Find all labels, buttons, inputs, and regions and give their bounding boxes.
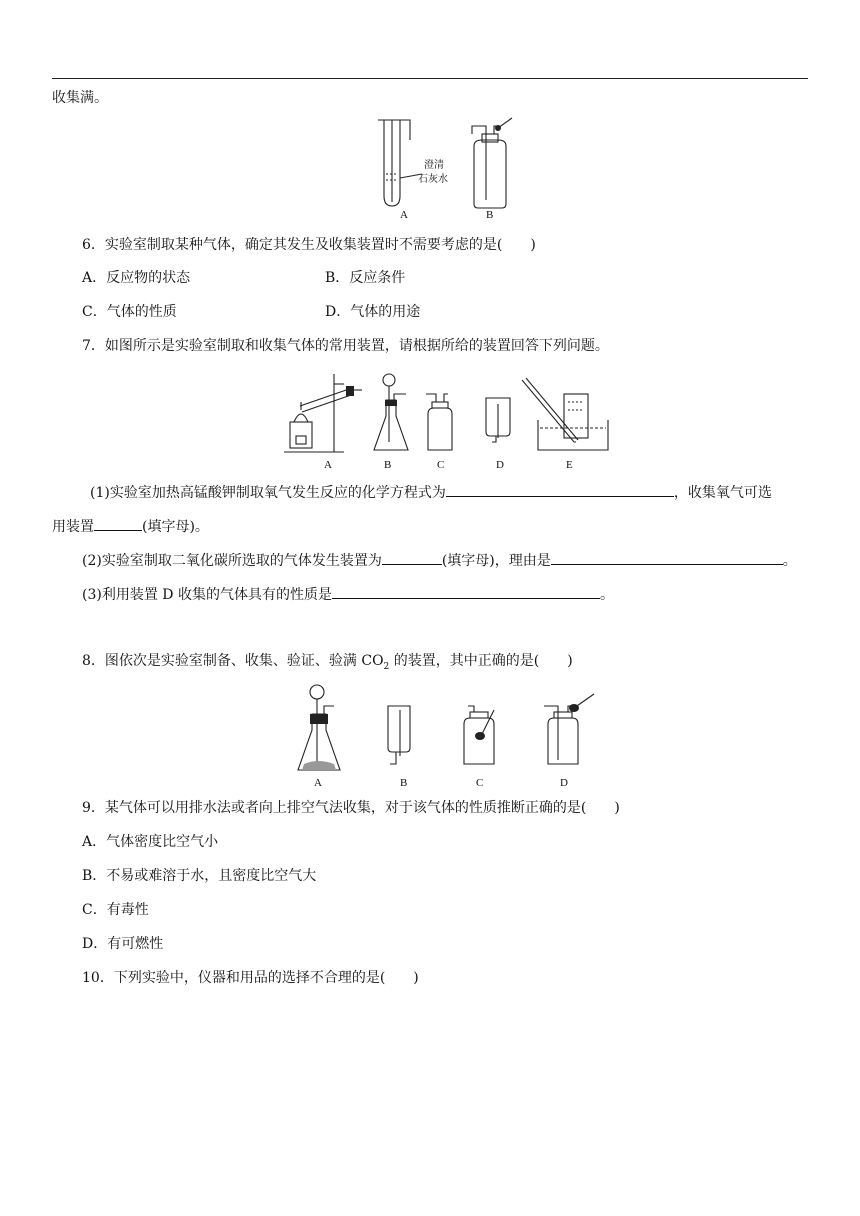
q7-part2-blank-apparatus[interactable]	[382, 550, 442, 565]
q7-label-c: C	[437, 459, 445, 471]
q8-stem	[82, 651, 573, 677]
q5-label-b: B	[486, 209, 494, 221]
q9-option-a: A．气体密度比空气小	[82, 834, 219, 850]
q8-label-b: B	[400, 777, 408, 789]
q6-option-a: A．反应物的状态	[82, 270, 191, 286]
q5-tail-text: 收集满。	[52, 90, 108, 106]
q7-part1-text-c: 用装置	[52, 519, 94, 535]
q5-reagent-2: 石灰水	[418, 174, 448, 185]
q7-label-b: B	[384, 459, 392, 471]
q7-part3-text-b: 。	[599, 587, 614, 603]
q6-stem: 6．实验室制取某种气体，确定其发生及收集装置时不需要考虑的是( )	[82, 237, 536, 253]
q5-reagent-1: 澄清	[424, 160, 444, 171]
q9-stem: 9．某气体可以用排水法或者向上排空气法收集，对于该气体的性质推断正确的是( )	[82, 800, 620, 816]
q8-stem-b: 的装置，其中正确的是( )	[389, 653, 573, 669]
q8-label-c: C	[476, 777, 484, 789]
q7-part2-text-b: (填字母)，理由是	[441, 553, 551, 569]
q10-stem: 10．下列实验中，仪器和用品的选择不合理的是( )	[82, 970, 419, 986]
q8-stem-a: 8．图依次是实验室制备、收集、验证、验满 CO	[82, 653, 384, 669]
q7-part1-line1	[90, 482, 772, 503]
q7-part1-text-a: (1)实验室加热高锰酸钾制取氧气发生反应的化学方程式为	[90, 485, 446, 501]
q6-option-d: D．气体的用途	[325, 304, 421, 320]
q7-label-a: A	[324, 459, 332, 471]
q6-option-c: C．气体的性质	[82, 304, 177, 320]
header-rule	[52, 78, 808, 79]
q7-part1-text-b: ，收集氧气可选	[673, 485, 772, 501]
q9-option-c: C．有毒性	[82, 902, 149, 918]
q7-part1-blank-equation[interactable]	[446, 482, 674, 497]
q7-part2-text-a: (2)实验室制取二氧化碳所选取的气体发生装置为	[82, 553, 382, 569]
q7-part1-text-d: (填字母)。	[142, 519, 209, 535]
q7-part2-line	[82, 550, 797, 571]
q9-option-b: B．不易或难溶于水，且密度比空气大	[82, 868, 317, 884]
q7-stem: 7．如图所示是实验室制取和收集气体的常用装置，请根据所给的装置回答下列问题。	[82, 338, 609, 354]
q5-label-a: A	[400, 209, 408, 221]
q7-part3-text-a: (3)利用装置 D 收集的气体具有的性质是	[82, 587, 332, 603]
q9-option-d: D．有可燃性	[82, 936, 164, 952]
q7-label-e: E	[566, 459, 573, 471]
q8-label-d: D	[560, 777, 568, 789]
q5-figure	[370, 116, 520, 222]
q7-part3-line	[82, 584, 614, 605]
q6-option-b: B．反应条件	[325, 270, 406, 286]
q8-label-a: A	[314, 777, 322, 789]
q7-label-d: D	[496, 459, 504, 471]
q7-part2-blank-reason[interactable]	[551, 550, 783, 565]
q7-part2-text-c: 。	[782, 553, 797, 569]
q7-figure	[282, 366, 612, 472]
q7-part3-blank-property[interactable]	[332, 584, 600, 599]
q8-subscript: 2	[383, 661, 390, 672]
q8-figure	[296, 678, 606, 790]
q7-part1-blank-collect[interactable]	[94, 516, 142, 531]
q7-part1-line2	[52, 516, 209, 537]
